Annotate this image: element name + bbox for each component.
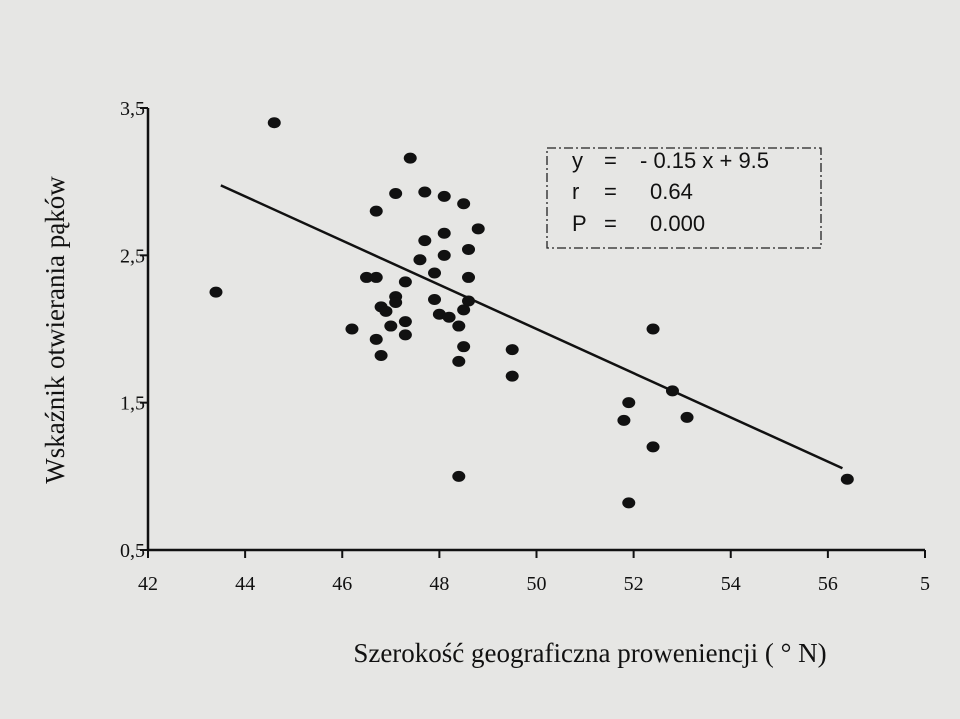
data-point (438, 191, 451, 202)
x-tick-label: 48 (429, 573, 450, 595)
data-point (438, 228, 451, 239)
data-point (457, 341, 470, 352)
data-point (647, 324, 660, 335)
data-point (404, 153, 417, 164)
x-axis-title: Szerokość geograficzna proweniencji ( ° N) (353, 638, 827, 668)
annotation-value-p: 0.000 (650, 211, 706, 236)
annotation-eq-p: = (604, 211, 617, 236)
data-point (389, 297, 402, 308)
x-ticks (138, 550, 930, 595)
data-point (622, 397, 635, 408)
x-tick-label: 42 (138, 573, 158, 595)
data-point (438, 250, 451, 261)
data-point (399, 329, 412, 340)
y-axis-title: Wskaźnik otwierania pąków (40, 176, 70, 484)
data-point (268, 117, 281, 128)
y-tick-label: 0,5 (120, 540, 145, 562)
x-tick-label: 50 (526, 573, 547, 595)
annotation-label-p: P (572, 211, 587, 236)
regression-annotation-box (547, 148, 821, 248)
data-point (452, 356, 465, 367)
data-point (647, 441, 660, 452)
data-point (209, 287, 222, 298)
x-tick-label: 52 (623, 573, 644, 595)
x-tick-label: 44 (235, 573, 256, 595)
y-tick-label: 2,5 (120, 245, 145, 268)
data-point (379, 306, 392, 317)
data-point (472, 223, 485, 234)
data-point (428, 294, 441, 305)
data-point (462, 244, 475, 255)
data-point (375, 350, 388, 361)
data-point (370, 334, 383, 345)
regression-line (221, 185, 843, 468)
data-point (428, 268, 441, 279)
data-point (399, 316, 412, 327)
data-point (370, 206, 383, 217)
data-point (418, 186, 431, 197)
data-point (413, 254, 426, 265)
data-point (399, 276, 412, 287)
data-point (622, 497, 635, 508)
data-point (617, 415, 630, 426)
data-point (506, 371, 519, 382)
data-point (452, 471, 465, 482)
data-point (457, 198, 470, 209)
annotation-value-y: - 0.15 x + 9.5 (640, 148, 770, 173)
annotation-value-r: 0.64 (650, 179, 693, 204)
x-tick-label: 5 (920, 573, 930, 595)
data-point (345, 324, 358, 335)
data-point (506, 344, 519, 355)
y-ticks (120, 98, 148, 562)
data-point (462, 272, 475, 283)
annotation-eq-y: = (604, 148, 617, 173)
data-point (462, 296, 475, 307)
data-point (370, 272, 383, 283)
data-point (681, 412, 694, 423)
data-points (209, 117, 853, 508)
data-point (443, 312, 456, 323)
data-point (384, 321, 397, 332)
x-tick-label: 54 (720, 573, 741, 595)
x-tick-label: 56 (817, 573, 838, 595)
data-point (452, 321, 465, 332)
data-point (418, 235, 431, 246)
annotation-eq-r: = (604, 179, 617, 204)
y-tick-label: 3,5 (120, 98, 145, 120)
annotation-label-y: y (572, 148, 583, 173)
x-tick-label: 46 (332, 573, 353, 595)
data-point (666, 385, 679, 396)
annotation-label-r: r (572, 179, 580, 204)
data-point (389, 188, 402, 199)
y-tick-label: 1,5 (120, 392, 145, 415)
data-point (841, 474, 854, 485)
